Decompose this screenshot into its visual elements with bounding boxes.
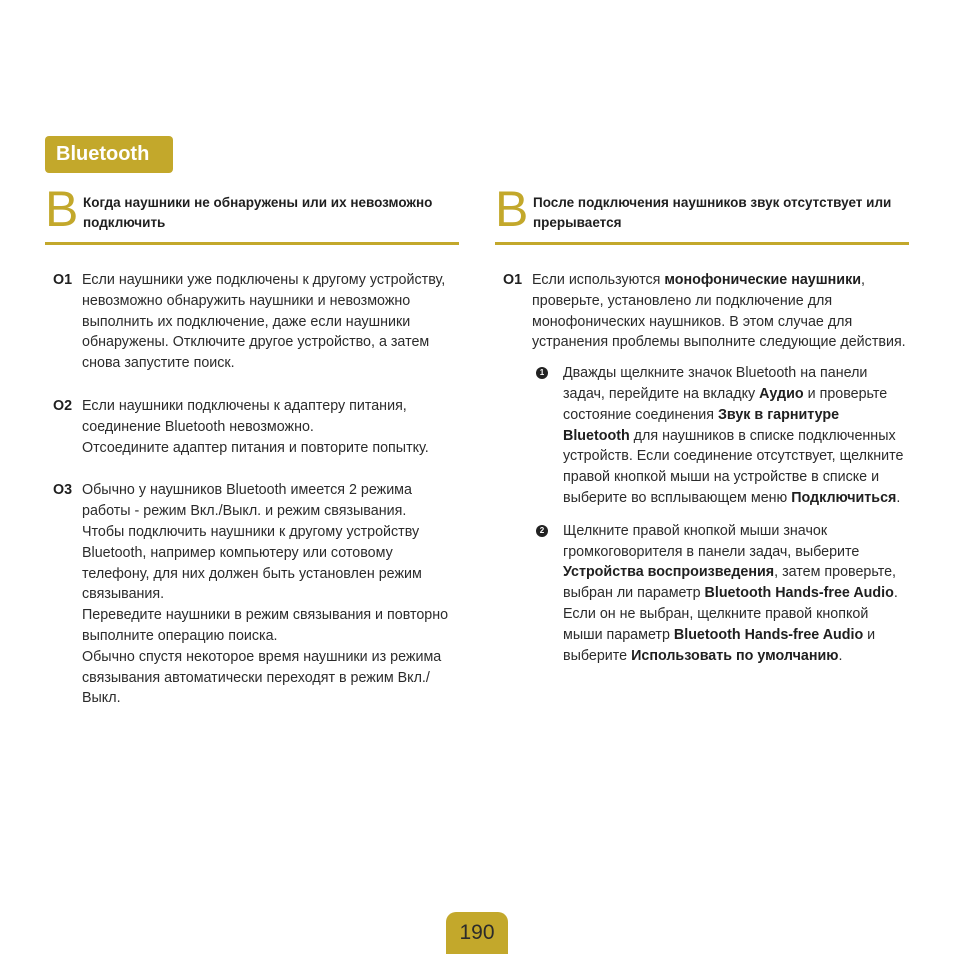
- answer-item: [45, 270, 459, 374]
- left-column: [45, 181, 459, 731]
- section-title-tab: Bluetooth: [45, 136, 173, 173]
- answer-text: Отсоедините адаптер питания и повторите попытку.: [82, 439, 429, 456]
- answer-text: Если наушники подключены к адаптеру питания, соединение Bluetooth невозможно.: [82, 397, 407, 435]
- answer-number: O1: [53, 272, 73, 288]
- answer-number: O3: [53, 482, 73, 499]
- left-answers: [45, 270, 459, 709]
- right-question-header: [495, 181, 909, 245]
- answer-item: [45, 480, 459, 709]
- right-question-text: После подключения наушников звук отсутствует или прерывается: [533, 195, 892, 230]
- right-answers: [495, 270, 909, 666]
- answer-item: [495, 270, 909, 666]
- answer-number: O1: [503, 272, 523, 288]
- answer-text: Переведите наушники в режим связывания и повторно выполните операцию поиска.: [82, 607, 449, 644]
- page-number: 190: [446, 912, 508, 954]
- answer-item: [45, 396, 459, 458]
- step-item: 2 Щелкните правой кнопкой мыши значок громкоговорителя в панели задач, выберите Устройства воспроизведения, затем проверьте, выбран ли параметр Bluetooth Hands-free Audio. Если он не выбран, щелкните правой кнопкой мыши параметр Bluetooth Hands-free Audio и выберите Использовать по умолчанию.: [532, 521, 909, 667]
- question-letter: B: [45, 181, 79, 237]
- step-number-icon: 2: [536, 525, 548, 537]
- answer-text: Если используются монофонические наушники, проверьте, установлено ли подключение для монофонических наушников. В этом случае для устранения проблемы выполните следующие действия.: [532, 272, 906, 351]
- answer-text: Чтобы подключить наушники к другому устройству Bluetooth, например компьютеру или сотовому телефону, для них должен быть установлен режим связывания.: [82, 523, 422, 603]
- answer-text: Обычно спустя некоторое время наушники из режима связывания автоматически переходят в режим Вкл./Выкл.: [82, 648, 442, 707]
- question-letter: B: [495, 181, 529, 237]
- answer-text: Если наушники уже подключены к другому устройству, невозможно обнаружить наушники и невозможно выполнить их подключение, даже если наушники обнаружены. Отключите другое устройство, а затем снова запустите поиск.: [82, 272, 446, 372]
- answer-number: O2: [53, 397, 73, 414]
- step-number-icon: 1: [536, 367, 548, 379]
- answer-text: Обычно у наушников Bluetooth имеется 2 режима работы - режим Вкл./Выкл. и режим связывания.: [82, 482, 412, 520]
- step-item: 1 Дважды щелкните значок Bluetooth на панели задач, перейдите на вкладку Аудио и проверьте состояние соединения Звук в гарнитуре Bluetooth для наушников в списке подключенных устройств. Если соединение отсутствует, щелкните правой кнопкой мыши на устройстве в списке и выберите во всплывающем меню Подключиться.: [532, 363, 909, 509]
- left-question-text: Когда наушники не обнаружены или их невозможно подключить: [83, 195, 433, 230]
- right-column: [495, 181, 909, 688]
- left-question-header: [45, 181, 459, 245]
